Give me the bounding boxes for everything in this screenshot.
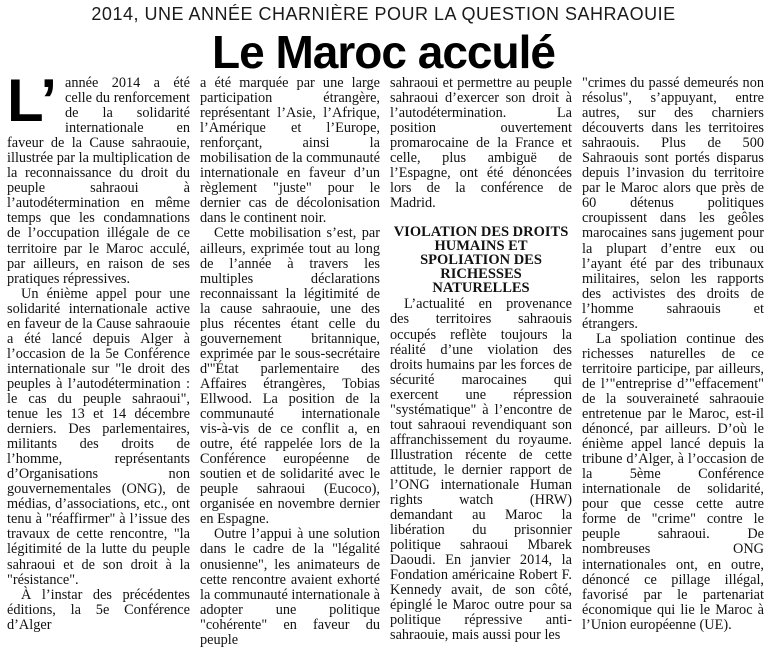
paragraph: sahraoui et permettre au peuple sahraoui d’exercer son droit à l’autodétermination. La position ouvertement promarocaine de la France et celle, plus ambiguë de l’Espagne, ont été dénoncées lors de la conférence de Madrid.	[390, 75, 572, 212]
kicker: 2014, UNE ANNÉE CHARNIÈRE POUR LA QUESTION SAHRAOUIE	[91, 4, 676, 24]
article-column-4	[582, 75, 764, 633]
paragraph: Un énième appel pour une solidarité internationale active en faveur de la Cause sahraouie a été lancé depuis Alger à l’occasion de la 5e Conférence internationale sur "le droit des peuples à l’autodétermination : le cas du peuple sahraoui", tenue les 13 et 14 décembre derniers. Des parlementaires, militants des droits de l’homme, représentants d’Organisations non gouvernementales (ONG), de médias, d’associations, etc., ont tenu à "réaffirmer" à l’issue des travaux de cette rencontre, "la légitimité de la lutte du peuple sahraoui et de son droit à la "résistance".	[7, 285, 190, 588]
paragraph-text: année 2014 a été celle du renforcement de la solidarité internationale en faveur de la Cause sahraouie, illustrée par la multiplication de la reconnaissance du droit du peuple sahraoui à l’autodétermination en même temps que les condamnations de l’occupation illégale de ce territoire par le Maroc acculé, par ailleurs, en raison de ses pratiques répressives.	[7, 75, 190, 287]
drop-cap: L’	[7, 67, 58, 134]
section-subheading: VIOLATION DES DROITS HUMAINS ET SPOLIATION DES RICHESSES NATURELLES	[393, 224, 569, 297]
paragraph: a été marquée par une large participation étrangère, représentant l’Asie, l’Afrique, l’Amérique et l’Europe, renforçant, ainsi la mobilisation de la communauté internationale en faveur d’un règlement "juste" pour le dernier cas de décolonisation dans le continent noir.	[200, 75, 380, 227]
paragraph: L’actualité en provenance des territoires sahraouis occupés reflète toujours la réalité d’une violation des droits humains par les forces de sécurité marocaines qui exercent une répression "systématique" à l’encontre de tout sahraoui revendiquant son affranchissement du royaume. Illustration récente de cette attitude, le dernier rapport de l’ONG internationale Human rights watch (HRW) demandant au Maroc la libération du prisonnier politique sahraoui Mbarek Daoudi. En janvier 2014, la Fondation américaine Robert F. Kennedy avait, de son côté, épinglé le Maroc outre pour sa politique répressive anti-sahraouie, mais aussi pour les	[390, 296, 572, 644]
paragraph: La spoliation continue des richesses naturelles de ce territoire participe, par ailleurs, de l’"entreprise d’"effacement" de la souveraineté sahraouie entretenue par le Maroc, est-il dénoncé, par ailleurs. D’où le énième appel lancé depuis la tribune d’Alger, à l’occasion de la 5ème Conférence internationale de solidarité, pour que cesse cette autre forme de "crime" contre le peuple sahraoui. De nombreuses ONG internationales ont, en outre, dénoncé ce pillage illégal, favorisé par le partenariat économique qui lie le Maroc à l’Union européenne (UE).	[582, 330, 764, 633]
paragraph: Outre l’appui à une solution dans le cadre de la "légalité onusienne", les animateurs de cette rencontre avaient exhorté la communauté internationale à adopter une politique "cohérente" en faveur du peuple	[200, 526, 380, 648]
article-column-2	[200, 75, 380, 648]
paragraph: "crimes du passé demeurés non résolus", s’appuyant, entre autres, sur des charniers découverts dans les territoires sahraouis. Plus de 500 Sahraouis sont portés disparus depuis l’invasion du territoire par le Maroc alors que près de 60 détenus politiques croupissent dans les geôles marocaines sans jugement pour la plupart d’entre eux ou l’ayant été par des tribunaux militaires, selon les rapports des activistes des droits de l’homme sahraouis et étrangers.	[582, 75, 764, 332]
article-column-1	[7, 67, 190, 633]
paragraph: Cette mobilisation s’est, par ailleurs, exprimée tout au long de l’année à travers les multiples déclarations reconnaissant la légitimité de la cause sahraouie, une des plus récentes étant celle du gouvernement britannique, exprimée par le sous-secrétaire d'"État parlementaire des Affaires étrangères, Tobias Ellwood. La position de la communauté internationale vis-à-vis de ce conflit a, en outre, été rappelée lors de la Conférence européenne de soutien et de solidarité avec le peuple sahraoui (Eucoco), organisée en novembre dernier en Espagne.	[200, 225, 380, 528]
paragraph: À l’instar des précédentes éditions, la 5e Conférence d’Alger	[7, 586, 190, 633]
article-column-3	[390, 75, 572, 644]
headline: Le Maroc acculé	[212, 26, 555, 78]
paragraph	[7, 67, 190, 287]
